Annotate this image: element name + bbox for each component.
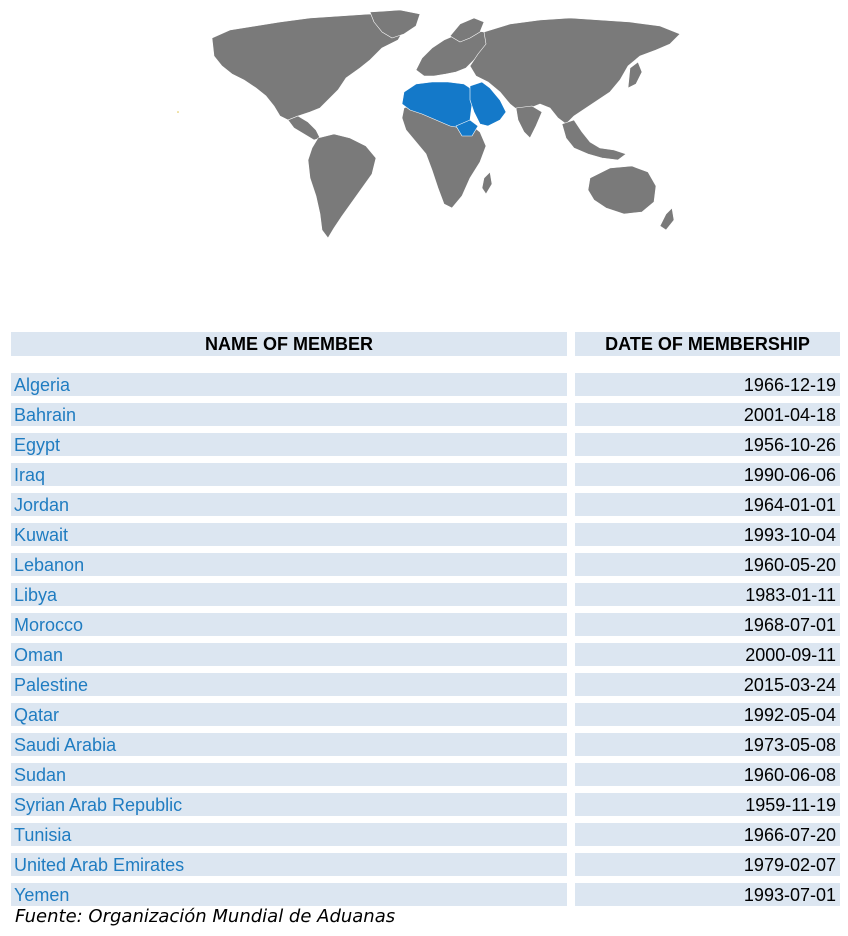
membership-date: 1960-06-08: [575, 763, 840, 786]
member-name-link[interactable]: Iraq: [11, 463, 567, 486]
table-row: [11, 823, 840, 853]
membership-date: 1993-07-01: [575, 883, 840, 906]
table-row: [11, 613, 840, 643]
member-name-link[interactable]: Sudan: [11, 763, 567, 786]
table-row: [11, 583, 840, 613]
member-name-link[interactable]: Syrian Arab Republic: [11, 793, 567, 816]
table-row: [11, 373, 840, 403]
map-dot: [177, 111, 179, 113]
membership-date: 1973-05-08: [575, 733, 840, 756]
southeast-asia: [562, 120, 626, 160]
membership-date: 1959-11-19: [575, 793, 840, 816]
australia: [588, 166, 656, 214]
table-row: [11, 643, 840, 673]
membership-date: 1990-06-06: [575, 463, 840, 486]
table-row: [11, 433, 840, 463]
member-name-link[interactable]: Bahrain: [11, 403, 567, 426]
india: [516, 106, 542, 138]
membership-date: 1992-05-04: [575, 703, 840, 726]
north-america: [212, 14, 405, 120]
new-zealand: [660, 208, 674, 230]
membership-date: 1956-10-26: [575, 433, 840, 456]
source-note: Fuente: Organización Mundial de Aduanas: [15, 906, 396, 927]
membership-date: 1979-02-07: [575, 853, 840, 876]
member-name-link[interactable]: Jordan: [11, 493, 567, 516]
table-row: [11, 463, 840, 493]
member-name-link[interactable]: Egypt: [11, 433, 567, 456]
member-name-link[interactable]: Qatar: [11, 703, 567, 726]
table-row: [11, 733, 840, 763]
membership-date: 1966-12-19: [575, 373, 840, 396]
header-name-of-member: NAME OF MEMBER: [11, 332, 567, 356]
membership-date: 1960-05-20: [575, 553, 840, 576]
table-row: [11, 553, 840, 583]
member-name-link[interactable]: Palestine: [11, 673, 567, 696]
table-row: [11, 703, 840, 733]
membership-date: 1964-01-01: [575, 493, 840, 516]
member-name-link[interactable]: Lebanon: [11, 553, 567, 576]
table-body: [11, 373, 840, 913]
central-america: [288, 116, 320, 140]
table-row: [11, 673, 840, 703]
table-row: [11, 403, 840, 433]
table-row: [11, 523, 840, 553]
member-name-link[interactable]: Algeria: [11, 373, 567, 396]
member-name-link[interactable]: United Arab Emirates: [11, 853, 567, 876]
table-row: [11, 793, 840, 823]
membership-date: 1968-07-01: [575, 613, 840, 636]
table-row: [11, 763, 840, 793]
table-row: [11, 853, 840, 883]
membership-date: 2000-09-11: [575, 643, 840, 666]
membership-date: 1966-07-20: [575, 823, 840, 846]
member-name-link[interactable]: Morocco: [11, 613, 567, 636]
membership-date: 1993-10-04: [575, 523, 840, 546]
member-name-link[interactable]: Yemen: [11, 883, 567, 906]
member-name-link[interactable]: Tunisia: [11, 823, 567, 846]
madagascar: [482, 172, 492, 194]
header-date-of-membership: DATE OF MEMBERSHIP: [575, 332, 840, 356]
membership-date: 2001-04-18: [575, 403, 840, 426]
member-name-link[interactable]: Oman: [11, 643, 567, 666]
japan: [628, 62, 642, 88]
table-header: [11, 332, 840, 356]
member-name-link[interactable]: Libya: [11, 583, 567, 606]
south-america: [308, 134, 376, 238]
membership-date: 1983-01-11: [575, 583, 840, 606]
membership-date: 2015-03-24: [575, 673, 840, 696]
world-map: [170, 8, 690, 248]
member-name-link[interactable]: Kuwait: [11, 523, 567, 546]
member-name-link[interactable]: Saudi Arabia: [11, 733, 567, 756]
table-row: [11, 493, 840, 523]
